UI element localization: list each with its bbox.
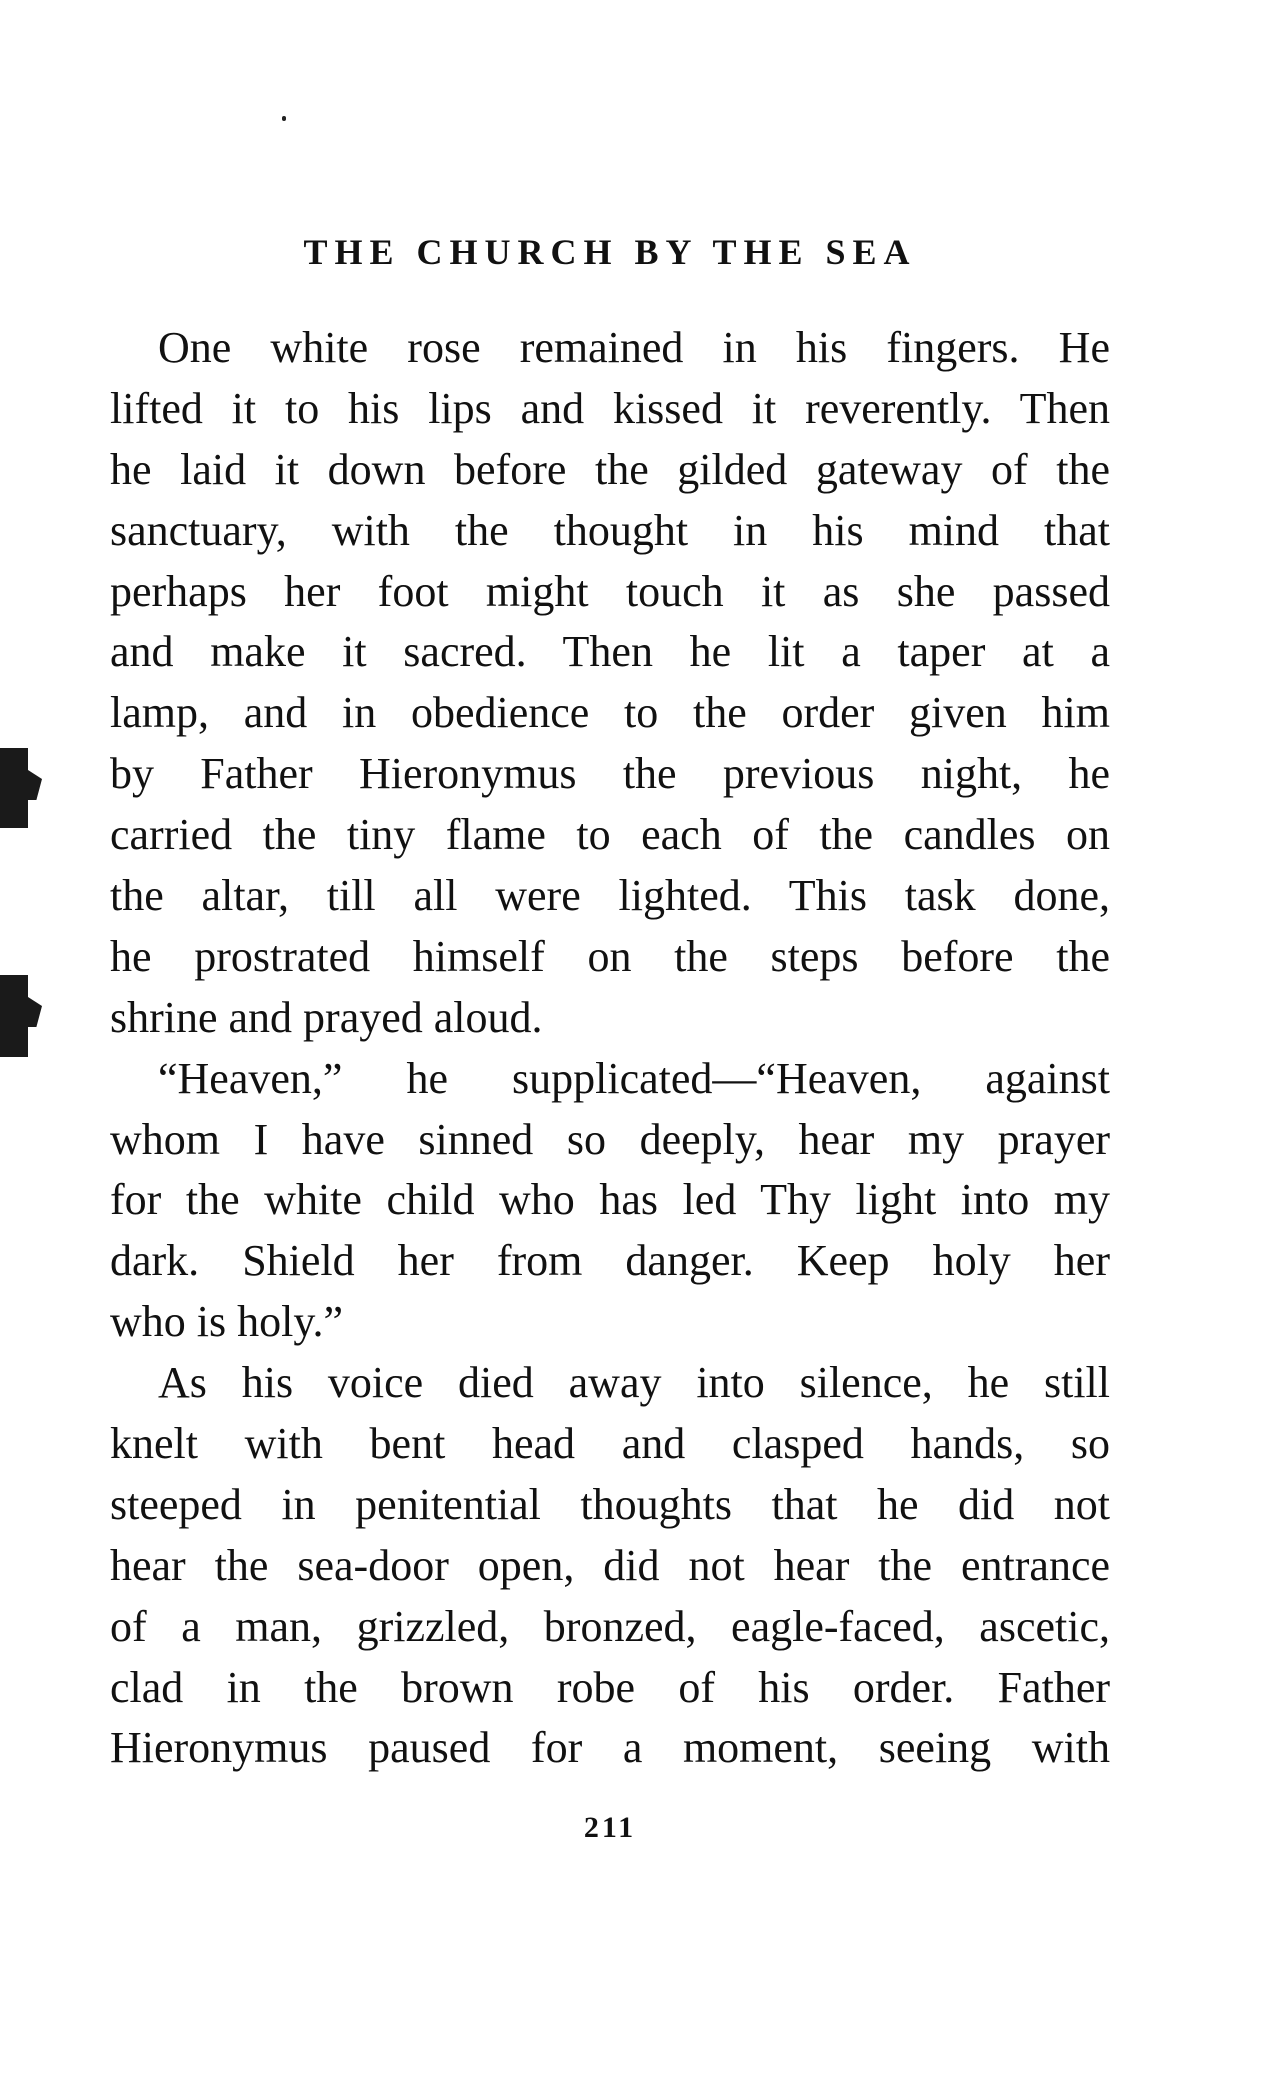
binding-edge-mark	[0, 975, 28, 1057]
text-line: As his voice died away into silence, he still	[158, 1358, 1110, 1408]
running-head: THE CHURCH BY THE SEA	[303, 232, 917, 272]
text-line: he prostrated himself on the steps before the	[110, 931, 1110, 981]
text-line: carried the tiny flame to each of the candles on	[110, 810, 1110, 860]
text-line: and make it sacred. Then he lit a taper at a	[110, 627, 1110, 677]
text-line: shrine and prayed aloud.	[110, 992, 543, 1042]
text-line: One white rose remained in his fingers. He	[158, 323, 1110, 372]
text-line: lifted it to his lips and kissed it reverently. Then	[110, 383, 1110, 433]
text-line: sanctuary, with the thought in his mind that	[110, 505, 1110, 555]
text-line: hear the sea-door open, did not hear the entrance	[110, 1540, 1110, 1590]
text-line: lamp, and in obedience to the order given him	[110, 688, 1110, 738]
text-line: he laid it down before the gilded gateway of the	[110, 444, 1110, 494]
text-line: dark. Shield her from danger. Keep holy her	[110, 1236, 1110, 1286]
text-line: for the white child who has led Thy light into my	[110, 1175, 1110, 1225]
text-line: steeped in penitential thoughts that he did not	[110, 1479, 1110, 1529]
speck-mark	[282, 116, 286, 121]
text-line: “Heaven,” he supplicated—“Heaven, against	[158, 1053, 1110, 1103]
text-line: Hieronymus paused for a moment, seeing with	[110, 1723, 1110, 1773]
text-line: perhaps her foot might touch it as she passed	[110, 566, 1110, 616]
text-line: whom I have sinned so deeply, hear my prayer	[110, 1114, 1110, 1164]
binding-edge-mark	[0, 748, 28, 828]
body-text	[110, 318, 1110, 1779]
text-line: who is holy.”	[110, 1297, 344, 1347]
page-number: 211	[583, 1811, 637, 1844]
text-line: the altar, till all were lighted. This task done,	[110, 871, 1110, 921]
text-line: clad in the brown robe of his order. Father	[110, 1662, 1110, 1712]
text-line: by Father Hieronymus the previous night, he	[110, 749, 1110, 799]
text-line: knelt with bent head and clasped hands, so	[110, 1419, 1110, 1469]
text-line: of a man, grizzled, bronzed, eagle-faced, ascetic,	[110, 1601, 1110, 1651]
